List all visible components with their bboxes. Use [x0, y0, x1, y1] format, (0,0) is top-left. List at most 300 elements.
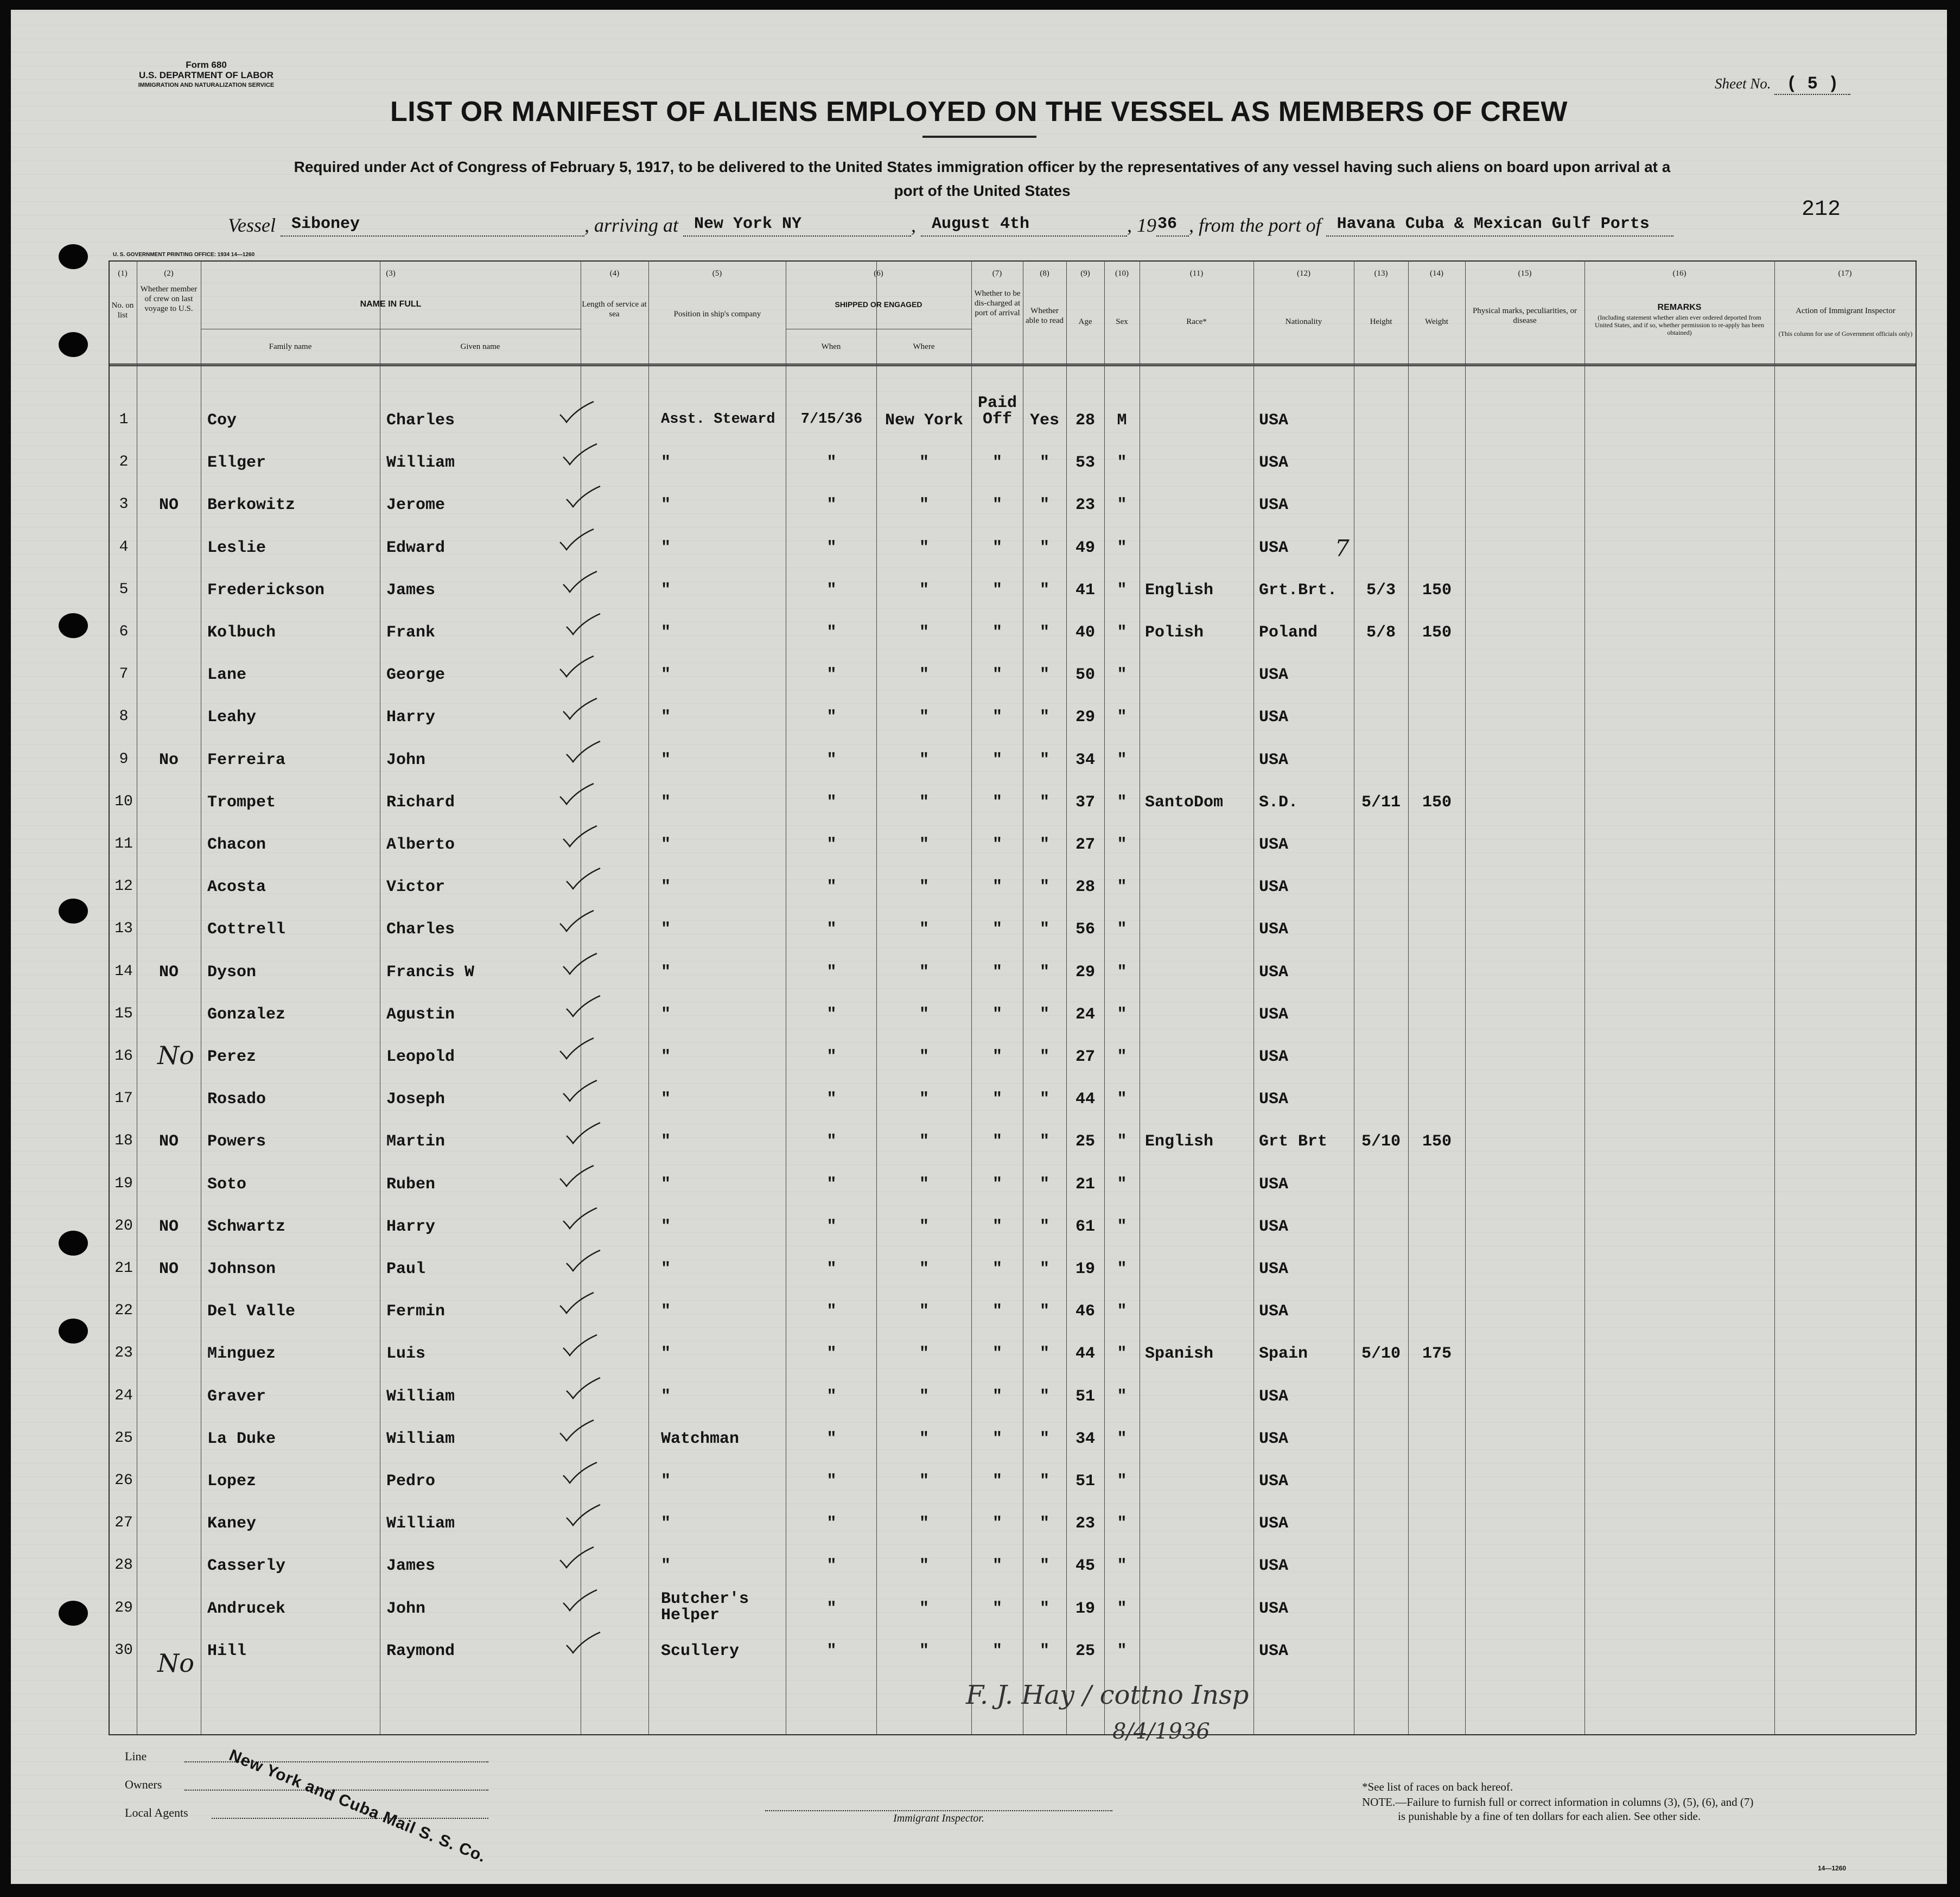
cell-given: Victor — [386, 878, 446, 896]
cell-read: " — [1039, 751, 1049, 769]
cell-given: Frank — [386, 623, 436, 642]
column-number: (2) — [164, 269, 174, 278]
cell-when: " — [826, 793, 837, 812]
cell-family: Coy — [207, 411, 237, 430]
form-number: Form 680 — [186, 60, 227, 70]
check-mark-icon — [561, 570, 599, 594]
check-mark-icon — [561, 1334, 599, 1358]
cell-where: " — [919, 1387, 929, 1406]
row-number: 29 — [114, 1600, 133, 1616]
vessel-line: Vessel Siboney , arriving at New York NY , August 4th , 1936 , from the port of Havana Cuba & Mexican Gulf Ports — [228, 214, 1673, 237]
handwritten-no-row-30: No — [157, 1648, 194, 1678]
cell-position: Watchman — [661, 1430, 740, 1448]
row-number: 17 — [114, 1090, 133, 1107]
row-number: 1 — [119, 411, 129, 428]
cell-where: " — [919, 623, 929, 642]
cell-position: " — [661, 1345, 671, 1363]
inspector-signature: F. J. Hay / cottno Insp — [966, 1680, 1249, 1710]
cell-when: " — [826, 454, 837, 472]
header-sex: Sex — [1116, 317, 1128, 326]
column-number: (15) — [1518, 269, 1532, 278]
cell-when: " — [826, 1260, 837, 1278]
row-number: 11 — [114, 836, 133, 852]
column-number: (1) — [118, 269, 128, 278]
cell-where: " — [919, 708, 929, 727]
col-rule — [876, 260, 877, 1734]
cell-family: Perez — [207, 1048, 257, 1066]
cell-age: 29 — [1075, 963, 1095, 982]
cell-given: Raymond — [386, 1642, 455, 1660]
cell-read: " — [1039, 836, 1049, 854]
column-number: (16) — [1672, 269, 1687, 278]
cell-when: " — [826, 708, 837, 727]
row-number: 8 — [119, 708, 129, 725]
cell-discharged: " — [992, 1260, 1002, 1278]
header-action-note: (This column for use of Government officials only) — [1778, 330, 1913, 338]
penalty-note-line-2: is punishable by a fine of ten dollars for each alien. See other side. — [1398, 1810, 1701, 1823]
cell-nationality: USA — [1259, 963, 1289, 982]
cell-discharged: " — [992, 1557, 1002, 1575]
cell-sex: " — [1117, 1472, 1127, 1491]
cell-discharged: " — [992, 539, 1002, 557]
cell-where: " — [919, 1048, 929, 1066]
binder-hole — [59, 1231, 88, 1256]
cell-read: " — [1039, 1090, 1049, 1109]
column-number: (4) — [609, 269, 620, 278]
check-mark-icon — [558, 1419, 596, 1443]
cell-age: 25 — [1075, 1132, 1095, 1151]
cell-read: " — [1039, 1302, 1049, 1321]
header-member-last-voyage: Whether member of crew on last voyage to U.S. — [140, 285, 198, 313]
row-number: 15 — [114, 1005, 133, 1022]
cell-where: " — [919, 963, 929, 982]
cell-sex: " — [1117, 751, 1127, 769]
cell-nationality: USA — [1259, 1175, 1289, 1194]
footer-agents-label: Local Agents — [125, 1806, 188, 1819]
cell-family: Leahy — [207, 708, 257, 727]
cell-family: Dyson — [207, 963, 257, 982]
cell-nationality: USA — [1259, 1218, 1289, 1236]
cell-where: " — [919, 1557, 929, 1575]
row-number: 26 — [114, 1472, 133, 1489]
cell-sex: " — [1117, 1175, 1127, 1194]
column-number: (7) — [992, 269, 1002, 278]
header-shipped-engaged: SHIPPED OR ENGAGED — [835, 300, 922, 309]
check-mark-icon — [558, 528, 596, 552]
title-underline — [922, 136, 1036, 138]
cell-family: Graver — [207, 1387, 266, 1406]
cell-where: " — [919, 836, 929, 854]
cell-age: 23 — [1075, 1514, 1095, 1533]
cell-family: Trompet — [207, 793, 276, 812]
cell-read: " — [1039, 496, 1049, 514]
cell-given: Charles — [386, 920, 455, 939]
cell-sex: " — [1117, 666, 1127, 684]
sheet-number — [1715, 74, 1850, 95]
cell-age: 28 — [1075, 878, 1095, 896]
cell-read: " — [1039, 1175, 1049, 1194]
binder-hole — [59, 899, 88, 924]
cell-age: 53 — [1075, 454, 1095, 472]
cell-family: Rosado — [207, 1090, 266, 1109]
cell-position: " — [661, 878, 671, 896]
cell-discharged: " — [992, 1387, 1002, 1406]
header-no-on-list: No. on list — [111, 301, 134, 320]
cell-age: 46 — [1075, 1302, 1095, 1321]
cell-sex: " — [1117, 1642, 1127, 1660]
row-number: 28 — [114, 1557, 133, 1574]
cell-when: " — [826, 1090, 837, 1109]
cell-age: 19 — [1075, 1260, 1095, 1278]
cell-position: Scullery — [661, 1642, 740, 1660]
document-title: LIST OR MANIFEST OF ALIENS EMPLOYED ON THE VESSEL AS MEMBERS OF CREW — [390, 96, 1568, 128]
cell-given: William — [386, 1387, 455, 1406]
cell-age: 25 — [1075, 1642, 1095, 1660]
subtitle-line-1: Required under Act of Congress of February 5, 1917, to be delivered to the United States immigration officer by the representatives of any vessel having such aliens on board upon arrival at a — [294, 158, 1671, 175]
col-rule — [971, 260, 972, 1734]
check-mark-icon — [564, 1631, 602, 1655]
cell-when: " — [826, 1005, 837, 1024]
row-number: 13 — [114, 920, 133, 937]
row-number: 20 — [114, 1218, 133, 1234]
cell-nationality: USA — [1259, 878, 1289, 896]
cell-weight: 175 — [1422, 1345, 1452, 1363]
cell-family: Del Valle — [207, 1302, 296, 1321]
check-mark-icon — [558, 782, 596, 806]
year-prefix: , 19 — [1127, 214, 1156, 236]
cell-nationality: USA — [1259, 1302, 1289, 1321]
row-number: 22 — [114, 1302, 133, 1319]
cell-given: Agustin — [386, 1005, 455, 1024]
cell-sex: " — [1117, 623, 1127, 642]
cell-age: 49 — [1075, 539, 1095, 557]
cell-nationality: USA — [1259, 1472, 1289, 1491]
cell-sex: " — [1117, 878, 1127, 896]
cell-nationality: USA — [1259, 411, 1289, 430]
cell-height: 5/10 — [1361, 1345, 1401, 1363]
row-number: 4 — [119, 539, 129, 556]
cell-discharged: " — [992, 666, 1002, 684]
cell-when: " — [826, 751, 837, 769]
cell-position: " — [661, 1175, 671, 1194]
cell-position: " — [661, 920, 671, 939]
races-note: *See list of races on back hereof. — [1362, 1780, 1513, 1793]
cell-where: " — [919, 793, 929, 812]
cell-where: " — [919, 1514, 929, 1533]
cell-age: 37 — [1075, 793, 1095, 812]
inspector-label: Immigrant Inspector. — [893, 1812, 984, 1824]
check-mark-icon — [564, 1249, 602, 1273]
row-number: 18 — [114, 1132, 133, 1149]
cell-nationality: Poland — [1259, 623, 1318, 642]
cell-sex: " — [1117, 963, 1127, 982]
cell-when: " — [826, 1345, 837, 1363]
cell-where: " — [919, 1345, 929, 1363]
header-where: Where — [913, 342, 935, 351]
cell-where: " — [919, 539, 929, 557]
cell-family: Kolbuch — [207, 623, 276, 642]
cell-sex: " — [1117, 1430, 1127, 1448]
cell-position: " — [661, 1048, 671, 1066]
cell-age: 50 — [1075, 666, 1095, 684]
check-mark-icon — [558, 1037, 596, 1061]
penalty-note-line-1: NOTE.—Failure to furnish full or correct information in columns (3), (5), (6), and (7) — [1362, 1796, 1754, 1809]
header-remarks-note: (Including statement whether alien ever ordered deported from United States, and if so, whether permission to re-apply has been obtained) — [1595, 314, 1764, 336]
cell-when: " — [826, 1218, 837, 1236]
cell-sex: " — [1117, 454, 1127, 472]
cell-given: William — [386, 1514, 455, 1533]
vessel-name: Siboney — [281, 215, 584, 237]
check-mark-icon — [564, 740, 602, 764]
cell-nationality: USA — [1259, 454, 1289, 472]
cell-read: " — [1039, 1472, 1049, 1491]
cell-when: " — [826, 1472, 837, 1491]
cell-sex: " — [1117, 1302, 1127, 1321]
cell-when: " — [826, 1302, 837, 1321]
check-mark-icon — [564, 1122, 602, 1145]
cell-family: Powers — [207, 1132, 266, 1151]
row-number: 27 — [114, 1514, 133, 1531]
cell-discharged: " — [992, 836, 1002, 854]
header-given-name: Given name — [460, 342, 500, 351]
cell-age: 19 — [1075, 1600, 1095, 1618]
header-able-to-read: Whether able to read — [1026, 307, 1064, 325]
col-rule — [1465, 260, 1466, 1734]
cell-position: " — [661, 963, 671, 982]
cell-when: " — [826, 963, 837, 982]
cell-nationality: USA — [1259, 1514, 1289, 1533]
cell-nationality: USA — [1259, 1387, 1289, 1406]
cell-weight: 150 — [1422, 623, 1452, 642]
cell-where: " — [919, 1132, 929, 1151]
document-subtitle — [103, 155, 1861, 203]
cell-age: 21 — [1075, 1175, 1095, 1194]
cell-position: " — [661, 1514, 671, 1533]
header-nationality: Nationality — [1285, 317, 1322, 326]
cell-race: English — [1145, 581, 1214, 600]
column-number: (3) — [386, 269, 396, 278]
handwritten-mark-row-4: 7 — [1335, 535, 1350, 562]
check-mark-icon — [558, 1546, 596, 1570]
cell-member: NO — [158, 496, 179, 514]
manifest-sheet — [11, 10, 1947, 1884]
cell-given: Charles — [386, 411, 455, 430]
cell-discharged: " — [992, 1642, 1002, 1660]
cell-where: " — [919, 1090, 929, 1109]
cell-nationality: USA — [1259, 1430, 1289, 1448]
cell-discharged: " — [992, 1430, 1002, 1448]
cell-family: Leslie — [207, 539, 266, 557]
cell-nationality: USA — [1259, 836, 1289, 854]
col-rule — [109, 260, 110, 1734]
check-mark-icon — [564, 1377, 602, 1401]
cell-age: 45 — [1075, 1557, 1095, 1575]
document-number: 212 — [1802, 198, 1841, 222]
cell-given: William — [386, 454, 455, 472]
vessel-label: Vessel — [228, 214, 276, 236]
cell-nationality: USA — [1259, 1260, 1289, 1278]
cell-discharged: " — [992, 1132, 1002, 1151]
cell-nationality: USA — [1259, 1557, 1289, 1575]
column-number: (11) — [1189, 269, 1204, 278]
cell-sex: " — [1117, 1387, 1127, 1406]
table-bottom-rule — [109, 1734, 1916, 1735]
row-number: 23 — [114, 1345, 133, 1361]
cell-position: " — [661, 836, 671, 854]
check-mark-icon — [558, 1291, 596, 1315]
cell-where: New York — [884, 411, 964, 430]
cell-position: " — [661, 1557, 671, 1575]
cell-discharged: " — [992, 1175, 1002, 1194]
cell-discharged: " — [992, 1514, 1002, 1533]
cell-nationality: USA — [1259, 539, 1289, 557]
cell-discharged: " — [992, 1302, 1002, 1321]
cell-read: " — [1039, 666, 1049, 684]
cell-age: 51 — [1075, 1387, 1095, 1406]
cell-weight: 150 — [1422, 581, 1452, 600]
cell-where: " — [919, 496, 929, 514]
cell-race: Spanish — [1145, 1345, 1214, 1363]
cell-age: 29 — [1075, 708, 1095, 727]
cell-family: Berkowitz — [207, 496, 296, 514]
arrival-year: 36 — [1156, 215, 1189, 237]
cell-discharged: " — [992, 581, 1002, 600]
sheet-number-label: Sheet No. — [1715, 75, 1771, 92]
service-name: IMMIGRATION AND NATURALIZATION SERVICE — [138, 82, 275, 88]
check-mark-icon — [558, 909, 596, 933]
cell-family: Gonzalez — [207, 1005, 286, 1024]
cell-when: " — [826, 878, 837, 896]
col-rule — [1066, 260, 1067, 1734]
cell-family: Minguez — [207, 1345, 276, 1363]
cell-where: " — [919, 1302, 929, 1321]
cell-given: Leopold — [386, 1048, 455, 1066]
cell-sex: " — [1117, 539, 1127, 557]
cell-given: George — [386, 666, 446, 684]
cell-member: No — [158, 751, 179, 769]
inspector-signature-rule — [765, 1810, 1112, 1811]
check-mark-icon — [558, 1164, 596, 1188]
cell-member: NO — [158, 1132, 179, 1151]
check-mark-icon — [558, 400, 596, 424]
cell-member: NO — [158, 1218, 179, 1236]
header-height: Height — [1370, 317, 1392, 326]
cell-where: " — [919, 1260, 929, 1278]
cell-read: " — [1039, 708, 1049, 727]
row-number: 2 — [119, 454, 129, 470]
header-discharged: Whether to be dis-charged at port of arrival — [974, 289, 1021, 317]
cell-when: " — [826, 539, 837, 557]
cell-nationality: USA — [1259, 1642, 1289, 1660]
check-mark-icon — [561, 1461, 599, 1485]
cell-nationality: USA — [1259, 751, 1289, 769]
cell-family: Lane — [207, 666, 247, 684]
cell-when: " — [826, 1132, 837, 1151]
cell-position: " — [661, 793, 671, 812]
cell-age: 51 — [1075, 1472, 1095, 1491]
cell-when: " — [826, 1048, 837, 1066]
row-number: 3 — [119, 496, 129, 513]
cell-age: 44 — [1075, 1345, 1095, 1363]
column-number: (9) — [1080, 269, 1090, 278]
row-number: 5 — [119, 581, 129, 598]
cell-when: " — [826, 1430, 837, 1448]
col-rule — [1408, 260, 1409, 1734]
cell-read: " — [1039, 1557, 1049, 1575]
cell-age: 24 — [1075, 1005, 1095, 1024]
cell-given: Harry — [386, 1218, 436, 1236]
row-number: 6 — [119, 623, 129, 640]
cell-family: Andrucek — [207, 1600, 286, 1618]
header-when: When — [821, 342, 841, 351]
cell-nationality: Grt.Brt. — [1259, 581, 1338, 600]
cell-given: Harry — [386, 708, 436, 727]
cell-where: " — [919, 751, 929, 769]
row-number: 24 — [114, 1387, 133, 1404]
cell-sex: " — [1117, 1132, 1127, 1151]
cell-discharged: " — [992, 920, 1002, 939]
cell-family: Lopez — [207, 1472, 257, 1491]
check-mark-icon — [561, 697, 599, 721]
cell-position: Butcher's Helper — [661, 1590, 749, 1625]
cell-read: " — [1039, 1132, 1049, 1151]
cell-where: " — [919, 1005, 929, 1024]
cell-sex: " — [1117, 581, 1127, 600]
cell-when: " — [826, 1600, 837, 1618]
cell-where: " — [919, 920, 929, 939]
cell-family: Hill — [207, 1642, 247, 1660]
cell-weight: 150 — [1422, 1132, 1452, 1151]
cell-read: " — [1039, 539, 1049, 557]
cell-discharged: " — [992, 708, 1002, 727]
cell-sex: " — [1117, 1260, 1127, 1278]
cell-discharged: Paid Off — [977, 394, 1017, 429]
cell-age: 41 — [1075, 581, 1095, 600]
cell-sex: " — [1117, 793, 1127, 812]
cell-member: NO — [158, 1260, 179, 1278]
signature-date: 8/4/1936 — [1112, 1719, 1210, 1744]
cell-given: John — [386, 751, 426, 769]
cell-discharged: " — [992, 454, 1002, 472]
cell-position: " — [661, 1005, 671, 1024]
row-number: 19 — [114, 1175, 133, 1192]
cell-when: " — [826, 1557, 837, 1575]
cell-age: 34 — [1075, 1430, 1095, 1448]
cell-given: Paul — [386, 1260, 426, 1278]
cell-family: Schwartz — [207, 1218, 286, 1236]
cell-sex: " — [1117, 1600, 1127, 1618]
cell-family: Soto — [207, 1175, 247, 1194]
cell-sex: " — [1117, 1048, 1127, 1066]
cell-nationality: USA — [1259, 1600, 1289, 1618]
cell-family: Chacon — [207, 836, 266, 854]
cell-read: " — [1039, 1005, 1049, 1024]
cell-age: 61 — [1075, 1218, 1095, 1236]
cell-read: " — [1039, 1642, 1049, 1660]
cell-position: " — [661, 1132, 671, 1151]
cell-given: Joseph — [386, 1090, 446, 1109]
cell-given: Jerome — [386, 496, 446, 514]
form-identifier — [92, 60, 320, 91]
cell-where: " — [919, 1642, 929, 1660]
cell-where: " — [919, 1175, 929, 1194]
cell-when: 7/15/36 — [800, 411, 863, 428]
row-number: 21 — [114, 1260, 133, 1277]
cell-when: " — [826, 623, 837, 642]
binder-hole — [59, 332, 88, 357]
cell-read: " — [1039, 581, 1049, 600]
cell-sex: " — [1117, 1090, 1127, 1109]
